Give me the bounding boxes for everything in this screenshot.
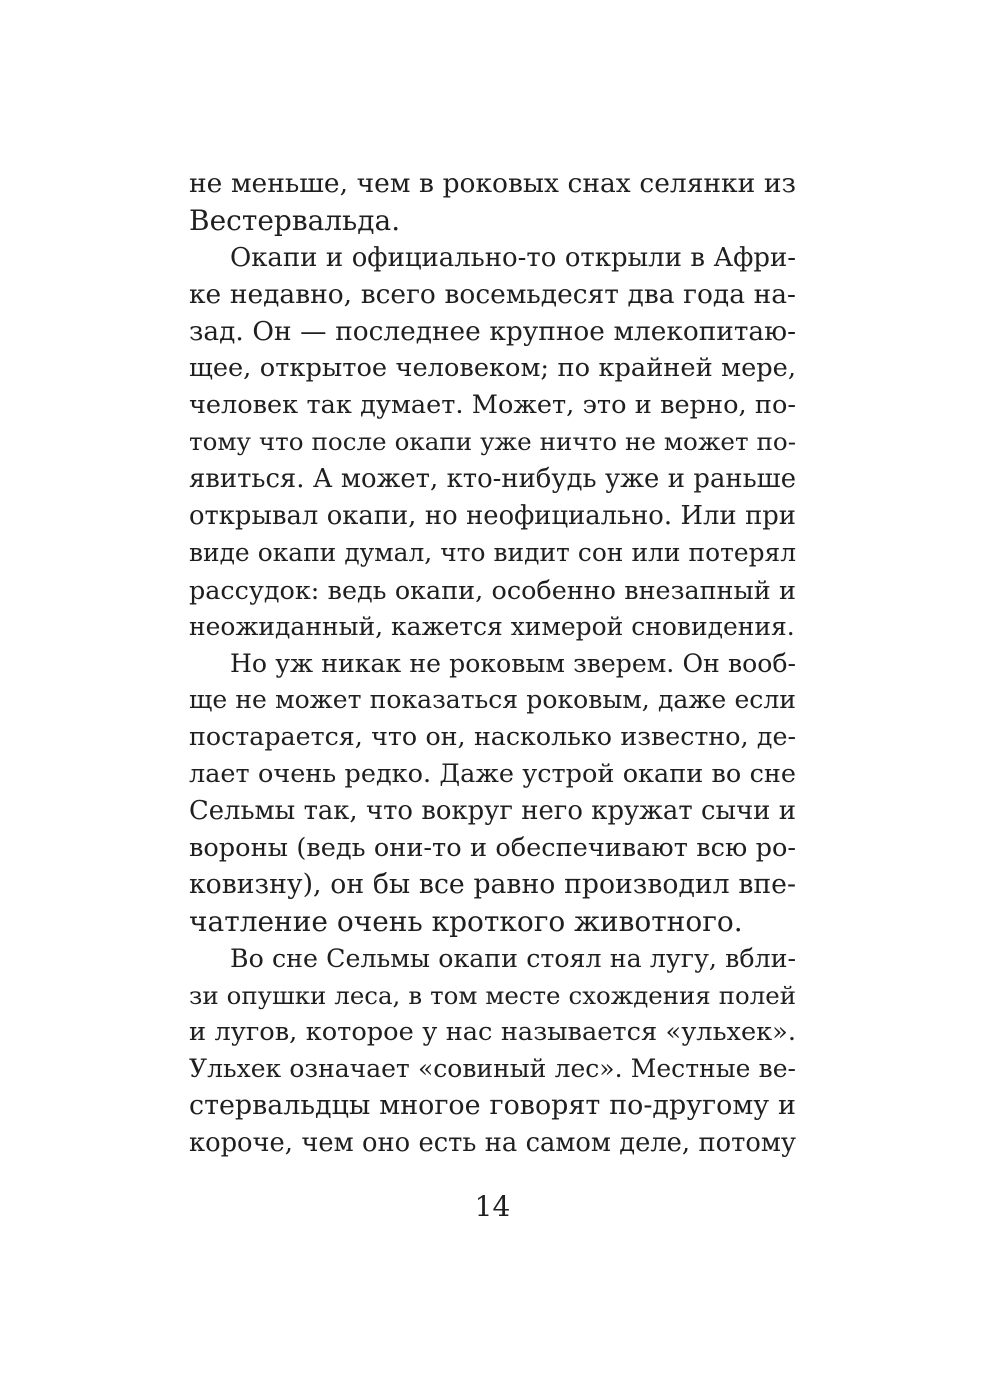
text-line: Но уж никак не роковым зверем. Он вооб- xyxy=(230,648,796,678)
text-line: Окапи и официально-то открыли в Афри- xyxy=(230,242,796,273)
text-line: вороны (ведь они-то и обеспечивают всю ро- xyxy=(189,833,796,864)
text-line: не меньше, чем в роковых снах селянки из xyxy=(189,168,796,199)
text-line: щее, открытое человеком; по крайней мере, xyxy=(189,353,796,384)
text-line: ще не может показаться роковым, даже если xyxy=(189,685,796,715)
text-line: тому что после окапи уже ничто не может по- xyxy=(189,427,796,457)
body-text xyxy=(189,166,796,1162)
text-line: рассудок: ведь окапи, особенно внезапный и xyxy=(189,574,796,605)
text-line: неожиданный, кажется химерой сновидения. xyxy=(189,611,795,641)
text-line: Ульхек означает «совиный лес». Местные ве- xyxy=(189,1054,796,1084)
paragraph xyxy=(189,941,796,1162)
text-line: и лугов, которое у нас называется «ульхек». xyxy=(189,1017,796,1048)
text-line: Во сне Сельмы окапи стоял на лугу, вбли- xyxy=(230,943,796,973)
text-line: ковизну), он бы все равно производил впе- xyxy=(189,868,796,900)
text-line: чатление очень кроткого животного. xyxy=(189,904,743,938)
text-line: лает очень редко. Даже устрой окапи во сне xyxy=(189,759,796,790)
text-line: ке недавно, всего восемьдесят два года на- xyxy=(189,278,796,310)
text-line: виде окапи думал, что видит сон или потерял xyxy=(189,537,796,567)
text-line: зад. Он — последнее крупное млекопитаю- xyxy=(189,316,796,347)
text-line: зи опушки леса, в том месте схождения полей xyxy=(189,980,796,1010)
text-line: стервальдцы многое говорят по-другому и xyxy=(189,1090,796,1122)
text-line: короче, чем оно есть на самом деле, потому xyxy=(189,1128,796,1159)
text-line: Сельмы так, что вокруг него кружат сычи и xyxy=(189,796,796,827)
text-line: Вестервальда. xyxy=(189,203,401,237)
paragraph xyxy=(189,240,796,646)
paragraph xyxy=(189,646,796,941)
text-line: явиться. А может, кто-нибудь уже и раньше xyxy=(189,464,796,495)
page-number: 14 xyxy=(474,1190,511,1223)
text-line: открывал окапи, но неофициально. Или при xyxy=(189,501,796,532)
text-line: постарается, что он, насколько известно, де- xyxy=(189,722,796,752)
paragraph xyxy=(189,166,796,240)
text-line: человек так думает. Может, это и верно, по- xyxy=(189,390,796,421)
